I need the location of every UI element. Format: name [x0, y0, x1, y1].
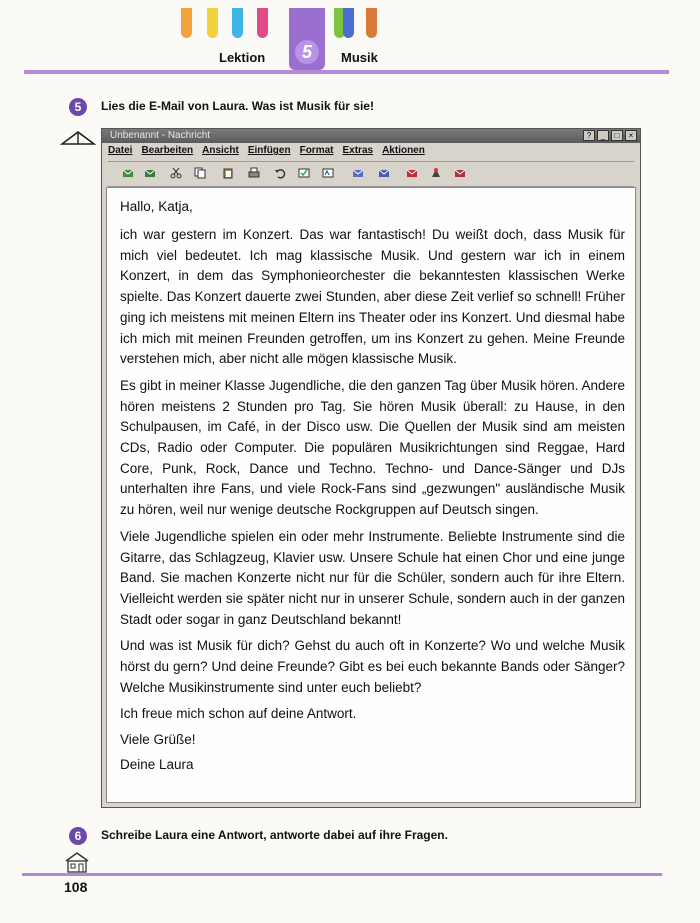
cut-icon[interactable] — [170, 167, 182, 179]
mail-paragraph: ich war gestern im Konzert. Das war fantastisch! Du weißt doch, dass Musik für mich viel bedeutet. Ich mag klassische Musik. Und gestern war ich in einem Konzert, in dem das Symphonieorchester die bekanntesten klassischen Werke spielte. Das Konzert dauerte zwei Stunden, aber diese Zeit verlief so schnell! Früher ging ich meistens mit meinen Eltern ins Theater oder ins Konzert. Und diesmal habe ich mich mit meinen Freunden getroffen, um ins Konzert zu gehen. Meine Freunde verstehen mich, aber nicht alle mögen klassische Musik. — [120, 227, 625, 367]
color-tab — [207, 8, 218, 38]
undo-icon[interactable] — [274, 167, 286, 179]
mail-paragraph: Viele Jugendliche spielen ein oder mehr Instrumente. Beliebte Instrumente sind die Gitarre, das Schlagzeug, Klavier usw. Unsere Schule hat einen Chor und eine junge Band. Sie machen Konzerte nicht nur für die Schüler, sondern auch für ihre Eltern. Vielleicht werden sie später nicht nur in unserer Schule, sondern auch in der ganzen Stadt oder sogar in ganz Deutschland bekannt! — [120, 528, 625, 627]
page-number: 108 — [64, 879, 88, 895]
color-tab — [366, 8, 377, 38]
menu-bar — [108, 144, 640, 158]
task-number-5: 5 — [69, 98, 87, 116]
color-tab — [232, 8, 243, 38]
menu-ansicht[interactable]: Ansicht — [202, 145, 239, 156]
copy-icon[interactable] — [194, 167, 206, 179]
header-divider — [24, 70, 669, 74]
maximize-button[interactable]: □ — [611, 130, 623, 141]
window-title: Unbenannt - Nachricht — [110, 130, 211, 141]
mail-signature: Deine Laura — [120, 757, 194, 773]
print-icon[interactable] — [248, 167, 260, 179]
task-number-6: 6 — [69, 827, 87, 845]
mail-closing-line: Ich freue mich schon auf deine Antwort. — [120, 706, 357, 722]
menu-extras[interactable]: Extras — [342, 145, 374, 156]
color-tabs — [0, 8, 700, 48]
color-tab — [257, 8, 268, 38]
reply-icon[interactable] — [144, 167, 156, 179]
sign-icon[interactable] — [430, 167, 442, 179]
mail-greeting: Hallo, Katja, — [120, 199, 193, 214]
lektion-label: Lektion — [219, 50, 266, 65]
color-tab — [181, 8, 192, 38]
footer-divider — [22, 873, 662, 876]
lesson-number: 5 — [295, 40, 319, 64]
menu-format[interactable]: Format — [299, 145, 334, 156]
help-button[interactable]: ? — [583, 130, 595, 141]
spelling-icon[interactable] — [322, 167, 334, 179]
send-icon[interactable] — [122, 167, 134, 179]
task-5-instruction: Lies die E-Mail von Laura. Was ist Musik für sie! — [101, 99, 374, 113]
book-icon — [60, 126, 96, 148]
mail-window — [101, 128, 641, 808]
window-titlebar[interactable] — [102, 129, 640, 143]
check-names-icon[interactable] — [298, 167, 310, 179]
flag-icon[interactable] — [406, 167, 418, 179]
menu-bearbeiten[interactable]: Bearbeiten — [141, 145, 194, 156]
minimize-button[interactable]: _ — [597, 130, 609, 141]
priority-icon[interactable] — [378, 167, 390, 179]
toolbar — [108, 161, 634, 187]
menu-aktionen[interactable]: Aktionen — [382, 145, 425, 156]
mail-paragraph: Es gibt in meiner Klasse Jugendliche, die den ganzen Tag über Musik hören. Andere hören meistens 2 Stunden pro Tag. Sie hören Musik überall: zu Hause, in den Schulpausen, im Café, in der Disco usw. Die Quellen der Musik sind am meisten CDs, Radio oder Computer. Die populären Musikrichtungen sind Reggae, Hard Core, Punk, Rock, Dance und Techno. Techno- und Dance-Sänger und DJs unterhalten ihre Fans, und viele Rock-Fans sind „gezwungen" ausländische Musik zu hören, weil nur wenige deutsche Rockgruppen auf Deutsch singen. — [120, 377, 625, 518]
attach-icon[interactable] — [352, 167, 364, 179]
menu-datei[interactable]: Datei — [108, 145, 133, 156]
house-icon — [64, 851, 90, 873]
mail-closing-greeting: Viele Grüße! — [120, 731, 196, 747]
topic-label: Musik — [341, 50, 378, 65]
encrypt-icon[interactable] — [454, 167, 466, 179]
mail-body[interactable] — [106, 187, 636, 803]
close-button[interactable]: × — [625, 130, 637, 141]
menu-einfuegen[interactable]: Einfügen — [247, 145, 291, 156]
mail-paragraph: Und was ist Musik für dich? Gehst du auch oft in Konzerte? Wo und welche Musik hörst du gern? Und deine Freunde? Gibt es bei euch bekannte Bands oder Sänger? Welche Musikinstrumente sind unter euch beliebt? — [120, 638, 625, 695]
color-tab — [343, 8, 354, 38]
task-6-instruction: Schreibe Laura eine Antwort, antworte dabei auf ihre Fragen. — [101, 828, 448, 842]
paste-icon[interactable] — [222, 167, 234, 179]
